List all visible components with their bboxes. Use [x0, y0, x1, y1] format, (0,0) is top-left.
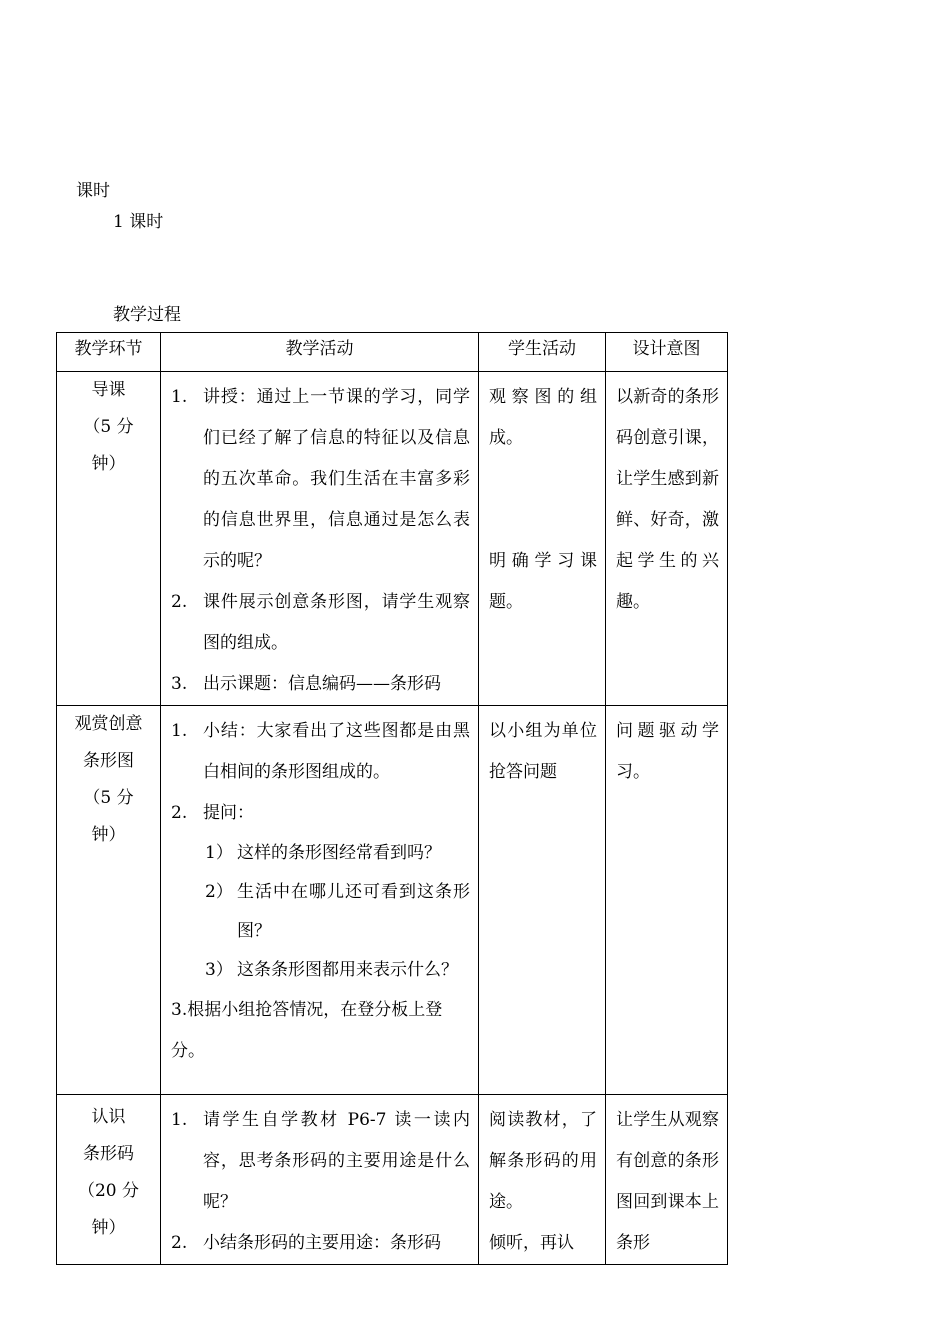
- intent-cell: [606, 1095, 728, 1265]
- duration-value: 1 课时: [113, 212, 164, 232]
- intent-text: 问题驱动学习。: [616, 721, 719, 782]
- activity-text: 小结条形码的主要用途：条形码: [203, 1233, 441, 1253]
- stage-line: 钟）: [91, 1218, 126, 1238]
- activity-text: 请学生自学教材 P6-7 读一读内容，思考条形码的主要用途是什么呢？: [203, 1110, 470, 1212]
- stage-line: 条形码: [83, 1144, 134, 1164]
- table-header-row: [57, 333, 728, 372]
- student-text: 明确学习课题。: [489, 551, 597, 612]
- question-item: [171, 834, 470, 873]
- stage-cell: [57, 372, 161, 706]
- intent-text: 以新奇的条形码创意引课，让学生感到新鲜、好奇，激起学生的兴趣。: [616, 387, 719, 612]
- activity-text: 课件展示创意条形图，请学生观察图的组成。: [203, 592, 470, 653]
- header-stage: 教学环节: [57, 333, 161, 372]
- stage-line: （20 分: [77, 1181, 140, 1201]
- student-text: 以小组为单位抢答问题: [489, 721, 597, 782]
- activity-item: [171, 711, 470, 793]
- question-number: 1）: [205, 843, 233, 863]
- stage-line: 认识: [91, 1107, 126, 1127]
- activity-number: 1.: [171, 1110, 188, 1130]
- stage-line: 条形图: [83, 751, 134, 771]
- stage-line: 钟）: [91, 454, 126, 474]
- question-number: 2）: [205, 882, 233, 902]
- stage-line: 导课: [91, 380, 126, 400]
- question-text: 生活中在哪儿还可看到这条形图？: [237, 882, 470, 941]
- activity-item: [171, 1100, 470, 1223]
- activity-number: 2.: [171, 1233, 188, 1253]
- process-title: 教学过程: [113, 305, 181, 325]
- student-cell: [479, 1095, 606, 1265]
- student-text: 阅读教材，了解条形码的用途。: [489, 1110, 597, 1212]
- table-row: [57, 1095, 728, 1265]
- question-item: [171, 873, 470, 951]
- activity-text: 出示课题：信息编码——条形码: [203, 674, 441, 694]
- stage-line: （5 分: [83, 788, 134, 808]
- intent-cell: [606, 372, 728, 706]
- activity-cell: [161, 372, 479, 706]
- activity-text: 小结：大家看出了这些图都是由黑白相间的条形图组成的。: [203, 721, 470, 782]
- student-cell: [479, 706, 606, 1095]
- activity-cell: [161, 706, 479, 1095]
- duration-label: 课时: [76, 181, 110, 201]
- activity-number: 1.: [171, 721, 188, 741]
- question-text: 这条条形图都用来表示什么？: [237, 960, 458, 980]
- student-text: 观察图的组成。: [489, 387, 597, 448]
- stage-cell: [57, 1095, 161, 1265]
- activity-item: [171, 377, 470, 582]
- header-intent: 设计意图: [606, 333, 728, 372]
- stage-line: （5 分: [83, 417, 134, 437]
- intent-cell: [606, 706, 728, 1095]
- table-row: [57, 706, 728, 1095]
- activity-number: 2.: [171, 592, 188, 612]
- activity-item: [171, 1223, 470, 1264]
- table-row: [57, 372, 728, 706]
- student-text: 倾听，再认: [489, 1233, 574, 1253]
- stage-cell: [57, 706, 161, 1095]
- header-activity: 教学活动: [161, 333, 479, 372]
- stage-line: 钟）: [91, 825, 126, 845]
- intent-text: 让学生从观察有创意的条形图回到课本上条形: [616, 1110, 719, 1253]
- question-number: 3）: [205, 960, 233, 980]
- activity-item: [171, 582, 470, 664]
- activity-number: 2.: [171, 803, 188, 823]
- lesson-table: [56, 332, 728, 1265]
- header-student: 学生活动: [479, 333, 606, 372]
- activity-item: [171, 664, 470, 705]
- activity-text: 讲授：通过上一节课的学习，同学们已经了解了信息的特征以及信息的五次革命。我们生活在丰富多彩的信息世界里，信息通过是怎么表示的呢？: [203, 387, 470, 571]
- activity-number: 1.: [171, 387, 188, 407]
- activity-extra: 3.根据小组抢答情况，在登分板上登分。: [171, 1000, 443, 1061]
- question-text: 这样的条形图经常看到吗？: [237, 843, 441, 863]
- activity-cell: [161, 1095, 479, 1265]
- activity-number: 3.: [171, 674, 188, 694]
- activity-text: 提问：: [203, 803, 254, 823]
- question-item: [171, 951, 470, 990]
- activity-item: [171, 793, 470, 834]
- stage-line: 观赏创意: [74, 714, 143, 734]
- student-cell: [479, 372, 606, 706]
